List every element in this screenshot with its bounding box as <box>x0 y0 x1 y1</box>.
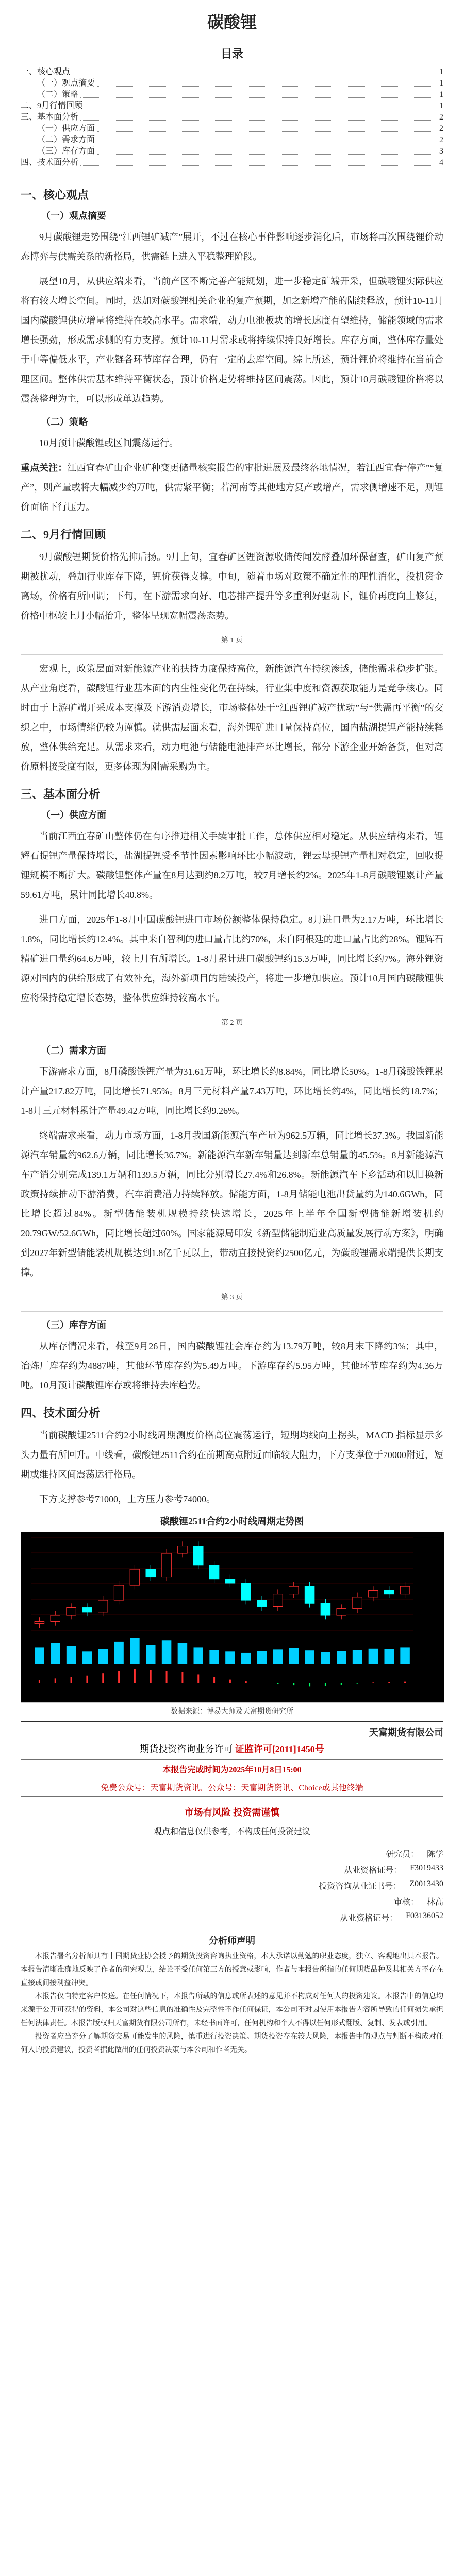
paragraph: 宏观上，政策层面对新能源产业的扶持力度保持高位，新能源汽车持续渗透，储能需求稳步扩张。从产业角度看，碳酸锂行业基本面的内生性变化仍在持续，行业集中度和资源获取能力是竞争核心。同时由于上游矿端开采成本支撑及下游消费增长，市场整体处于“江西锂矿减产扰动”与“供需再平衡”的交织之中，市场情绪仍较为谨慎。就供需层面来看，海外锂矿进口量保持高位，国内盐湖提锂产能持续释放，整体供给充足。从需求来看，动力电池与储能电池排产环比增长，部分下游企业开始备货，但对高价原料接受度有限，更多体现为刚需采购为主。 <box>21 664 443 772</box>
page-number: 第 1 页 <box>221 637 243 645</box>
candle-body <box>241 1583 251 1600</box>
risk-sub: 观点和信息仅供参考，不构成任何投资建议 <box>153 1827 310 1836</box>
paragraph: 当前碳酸锂2511合约2小时线周期测度价格高位震荡运行，短期均线向上拐头，MACD 指标显示多头力量有所回升。中线看，碳酸锂2511合约在前期高点附近面临较大阻力，下方支撑位于70000附近，短期或维持区间震荡运行格局。 <box>21 1430 443 1480</box>
toc-item[interactable]: （二）策略 1 <box>37 90 443 99</box>
paragraph: 进口方面，2025年1-8月中国碳酸锂进口市场份额整体保持稳定。8月进口量为2.17万吨，环比增长1.8%，同比增长约12.4%。其中来自智利的进口量占比约70%，来自阿根廷的进口量占比约28%。锂辉石精矿进口量约64.6万吨，较上月有所增长。1-8月累计进口碳酸锂约15.3万吨，同比增长约7%。海外锂资源对国内的供给形成了有效补充，海外新项目的陆续投产，将进一步增加供应。预计10月国内碳酸锂供应将保持稳定增长态势，整体供应维持较高水平。 <box>21 914 443 1003</box>
subsection-heading: （三）库存方面 <box>41 1320 106 1330</box>
volume-bar <box>146 1645 156 1664</box>
cert-number: F03136052 <box>406 1911 443 1920</box>
volume-bar <box>194 1647 204 1664</box>
section-heading: 三、基本面分析 <box>21 788 101 801</box>
chart-background <box>21 1532 444 1702</box>
volume-bar <box>353 1650 362 1664</box>
candle-body <box>51 1615 60 1621</box>
volume-bar <box>35 1647 44 1664</box>
volume-bar <box>130 1638 140 1664</box>
volume-bar <box>337 1651 346 1664</box>
reviewer-label: 审核： <box>393 1898 419 1907</box>
document-title: 碳酸锂 <box>207 13 257 31</box>
company-name: 天富期货有限公司 <box>369 1727 443 1738</box>
candle-body <box>130 1569 140 1585</box>
page-divider <box>21 654 443 655</box>
chart-source: 数据来源：博易大师及天富期货研究所 <box>171 1708 293 1716</box>
candle-body <box>178 1546 188 1553</box>
subsection-heading: （二）需求方面 <box>41 1045 106 1056</box>
section-heading: 四、技术面分析 <box>21 1406 101 1419</box>
reviewer-name: 林高 <box>426 1898 443 1907</box>
toc-item[interactable]: （三）库存方面 3 <box>37 147 443 156</box>
candle-body <box>289 1586 299 1594</box>
section-heading: 二、9月行情回顾 <box>21 528 106 541</box>
toc-item[interactable]: （一）供应方面 2 <box>37 124 443 133</box>
paragraph: 终端需求来看，动力市场方面，1-8月我国新能源汽车产量为962.5万辆，同比增长37.3%。我国新能源汽车销量约962.6万辆，同比增长36.7%。新能源汽车新车销量达到新车总销量的45.5%。8月新能源汽车产销分别完成139.1万辆和139.5万辆，同比分别增长27.4%和26.8%。新能源汽车下乡活动和以旧换新政策持续推动下游消费，汽车消费潜力持续释放。储能方面，1-8月储能电池出货量约为140.6GWh，同比增长超过84%。新型储能装机规模持续快速增长，2025年上半年全国新型储能新增装机约20.79GW/52.6GWh，同比增长超过60%。国家能源局印发《新型储能制造业高质量发展行动方案》，明确到2027年新型储能装机规模达到1.8亿千瓦以上，带动直接投资约2500亿元，为碳酸锂需求端提供长期支撑。 <box>21 1130 443 1278</box>
paragraph: 下游需求方面，8月磷酸铁锂产量为31.61万吨，环比增长约8.84%，同比增长50%。1-8月磷酸铁锂累计产量217.82万吨，同比增长71.95%。8月三元材料产量7.43万吨，环比增长约4%，同比增长约18.7%；1-8月三元材料累计产量49.42万吨，同比增长约9.26%。 <box>21 1066 443 1116</box>
toc-title: 目录 <box>220 47 243 60</box>
paragraph: 当前江西宜春矿山整体仍在有序推进相关手续审批工作，总体供应相对稳定。从供应结构来看，锂辉石提锂产量保持增长，盐湖提锂受季节性因素影响环比小幅波动，锂云母提锂产量相对稳定，回收提锂规模不断扩大。碳酸锂整体产量在8月达到约8.2万吨，较7月增长约2%。2025年1-8月碳酸锂累计产量59.61万吨，累计同比增长40.8%。 <box>21 831 443 900</box>
toc-item[interactable]: 四、技术面分析 4 <box>21 158 443 167</box>
candlestick-chart <box>21 1532 444 1703</box>
analyst-line <box>21 1861 443 1877</box>
section-heading: 一、核心观点 <box>21 189 89 201</box>
analyst-line <box>21 1877 443 1893</box>
distribution-channels: 免费公众号：天富期货资讯、公众号：天富期货资讯、Choice或其他终端 <box>101 1784 363 1792</box>
candle-body <box>114 1585 124 1600</box>
cert-number: F3019433 <box>410 1863 443 1872</box>
cert-label: 从业资格证号： <box>340 1914 398 1923</box>
cert-number: Z0013430 <box>409 1879 443 1888</box>
candle-body <box>369 1590 378 1597</box>
analyst-name-label: 研究员： <box>385 1850 419 1859</box>
paragraph: 展望10月，从供应端来看，当前产区不断完善产能规划，进一步稳定矿端开采，但碳酸锂实际供应将有较大增长空间。同时，迭加对碳酸锂相关企业的复产预期，加之新增产能的陆续释放，预计10-11月国内碳酸锂供应增量将维持在较高水平。需求端，动力电池板块的增长速度有望维持，储能领域的需求增长强劲，形成需求侧的有力支撑。预计10-11月需求或将持续保持良好增长。库存方面，整体库存量处于中等偏低水平，产业链各环节库存合理，仍有一定的去库空间。综上所述，预计锂价将维持在当前合理区间。整体供需基本维持平衡状态，预计价格走势将维持区间震荡。因此，预计10月碳酸锂价格将以震荡整理为主，可以形成单边趋势。 <box>21 276 443 404</box>
candle-body <box>353 1597 362 1609</box>
toc-item[interactable]: （二）需求方面 2 <box>37 135 443 144</box>
report-info-box <box>21 1759 443 1797</box>
page-divider <box>21 1311 443 1312</box>
report-time: 本报告完成时间为2025年10月8日15:00 <box>162 1766 302 1774</box>
paragraph: 从库存情况来看，截至9月26日，国内碳酸锂社会库存约为13.79万吨，较8月末下降约3%；其中，冶炼厂库存约为4887吨，其他环节库存约为5.49万吨。下游库存约5.95万吨，其他环节库存约为4.36万吨。10月预计碳酸锂库存或将维持去库趋势。 <box>21 1341 443 1391</box>
subsection-heading: （二）策略 <box>41 417 88 427</box>
key-focus-text: 江西宜春矿山企业矿种变更储量核实报告的审批进展及最终落地情况，若江西宜春“停产”“复产”，则产量或将大幅减少约万吨，供需紧平衡；若河南等其他地方复产或增产，需求侧增速不足，则锂价面临下行压力。 <box>21 463 444 512</box>
candle-body <box>273 1594 283 1607</box>
analyst-block <box>21 1845 443 1925</box>
candle-body <box>98 1600 108 1612</box>
paragraph: 9月碳酸锂期货价格先抑后扬。9月上旬，宜春矿区锂资源收储传闻发酵叠加环保督查，矿山复产预期被扰动，叠加行业库存下降，锂价获得支撑。中旬，随着市场对政策不确定性的理性消化，投机资金离场，价格有所回调；下旬，在下游需求向好、电芯排产提升等多重利好驱动下，锂价再度向上修复，价格中枢较上月小幅抬升，整体呈现宽幅震荡态势。 <box>21 552 443 621</box>
page-number: 第 3 页 <box>221 1294 243 1301</box>
volume-bar <box>178 1643 188 1664</box>
price-chart-block <box>21 1514 443 1716</box>
key-focus-label: 重点关注： <box>21 463 68 473</box>
volume-bar <box>241 1653 251 1664</box>
volume-bar <box>305 1650 314 1664</box>
candle-body <box>162 1553 172 1577</box>
paragraph: 10月预计碳酸锂或区间震荡运行。 <box>39 438 178 448</box>
volume-bar <box>114 1642 124 1664</box>
cert-label: 投资咨询从业证书号： <box>319 1882 402 1891</box>
candle-body <box>385 1590 394 1594</box>
volume-bar <box>67 1646 76 1664</box>
license-number: 证监许可[2011]1450号 <box>235 1744 324 1754</box>
license-line <box>21 1742 443 1755</box>
candle-body <box>400 1586 410 1594</box>
toc-item[interactable]: 三、基本面分析 2 <box>21 113 443 122</box>
cert-label: 从业资格证号： <box>344 1866 402 1875</box>
legal-title: 分析师声明 <box>209 1936 255 1946</box>
paragraph: 下方支撑参考71000，上方压力参考74000。 <box>39 1494 216 1504</box>
volume-bar <box>209 1650 219 1664</box>
candle-body <box>321 1603 330 1615</box>
toc-item[interactable]: 二、9月行情回顾 1 <box>21 101 443 110</box>
volume-bar <box>257 1651 267 1664</box>
volume-bar <box>162 1640 172 1664</box>
volume-bar <box>385 1649 394 1664</box>
subsection-heading: （一）供应方面 <box>41 810 106 820</box>
chart-title: 碳酸锂2511合约2小时线周期走势图 <box>160 1516 304 1527</box>
candle-body <box>35 1621 44 1623</box>
candle-body <box>225 1579 235 1583</box>
candle-body <box>82 1608 92 1612</box>
candle-body <box>146 1569 156 1577</box>
subsection-heading: （一）观点摘要 <box>41 211 106 221</box>
analyst-name: 陈学 <box>426 1850 443 1859</box>
risk-warning-box <box>21 1801 443 1841</box>
volume-bar <box>321 1652 330 1664</box>
legal-paragraph: 本报告署名分析师具有中国期货业协会授予的期货投资咨询执业资格，本人承诺以勤勉的职业态度，独立、客观地出具本报告。本报告清晰准确地反映了作者的研究观点，结论不受任何第三方的授意或影响，作者与本报告所指的任何期货品种及其相关方不存在直接或间接利益冲突。 <box>21 1953 443 1987</box>
legal-paragraph: 本报告仅向特定客户传送。在任何情况下，本报告所载的信息或所表述的意见并不构成对任何人的投资建议。本报告中的信息均来源于公开可获得的资料，本公司对这些信息的准确性及完整性不作任何保证，本公司不对因使用本报告内容所导致的任何损失承担任何法律责任。本报告版权归天富期货有限公司所有，未经书面许可，任何机构和个人不得以任何形式翻版、复制、发表或引用。 <box>21 1993 443 2027</box>
candle-body <box>305 1586 314 1603</box>
analyst-line <box>21 1845 443 1861</box>
candle-body <box>209 1565 219 1579</box>
volume-bar <box>51 1643 60 1664</box>
paragraph: 9月碳酸锂走势围绕“江西锂矿减产”展开，不过在核心事件影响逐步消化后，市场将再次围绕锂价动态博弈与供需关系的新格局，供需链上进入平稳整理阶段。 <box>21 232 443 262</box>
volume-bar <box>98 1649 108 1664</box>
volume-bar <box>273 1649 283 1664</box>
toc-item[interactable]: （一）观点摘要 1 <box>37 79 443 88</box>
license-prefix: 期货投资咨询业务许可 <box>140 1744 233 1754</box>
analyst-line <box>21 1893 443 1909</box>
footer-divider <box>21 1721 443 1722</box>
key-focus-note <box>21 458 443 517</box>
volume-bar <box>289 1648 299 1664</box>
volume-bar <box>369 1649 378 1664</box>
volume-bar <box>400 1647 410 1664</box>
table-of-contents <box>21 66 443 168</box>
volume-bar <box>225 1651 235 1664</box>
risk-head: 市场有风险 投资需谨慎 <box>184 1807 280 1818</box>
toc-item[interactable]: 一、核心观点 1 <box>21 67 443 76</box>
volume-bar <box>82 1651 92 1664</box>
candle-body <box>67 1608 76 1615</box>
candle-body <box>337 1609 346 1615</box>
candle-body <box>257 1600 267 1606</box>
page-number: 第 2 页 <box>221 1019 243 1027</box>
analyst-line <box>21 1909 443 1925</box>
candle-body <box>194 1546 204 1565</box>
legal-paragraph: 投资者应当充分了解期货交易可能发生的风险，慎重进行投资决策。期货投资存在较大风险，本报告中的观点与判断不构成对任何人的投资建议，投资者据此做出的任何投资决策与本公司和作者无关。 <box>21 2033 443 2054</box>
